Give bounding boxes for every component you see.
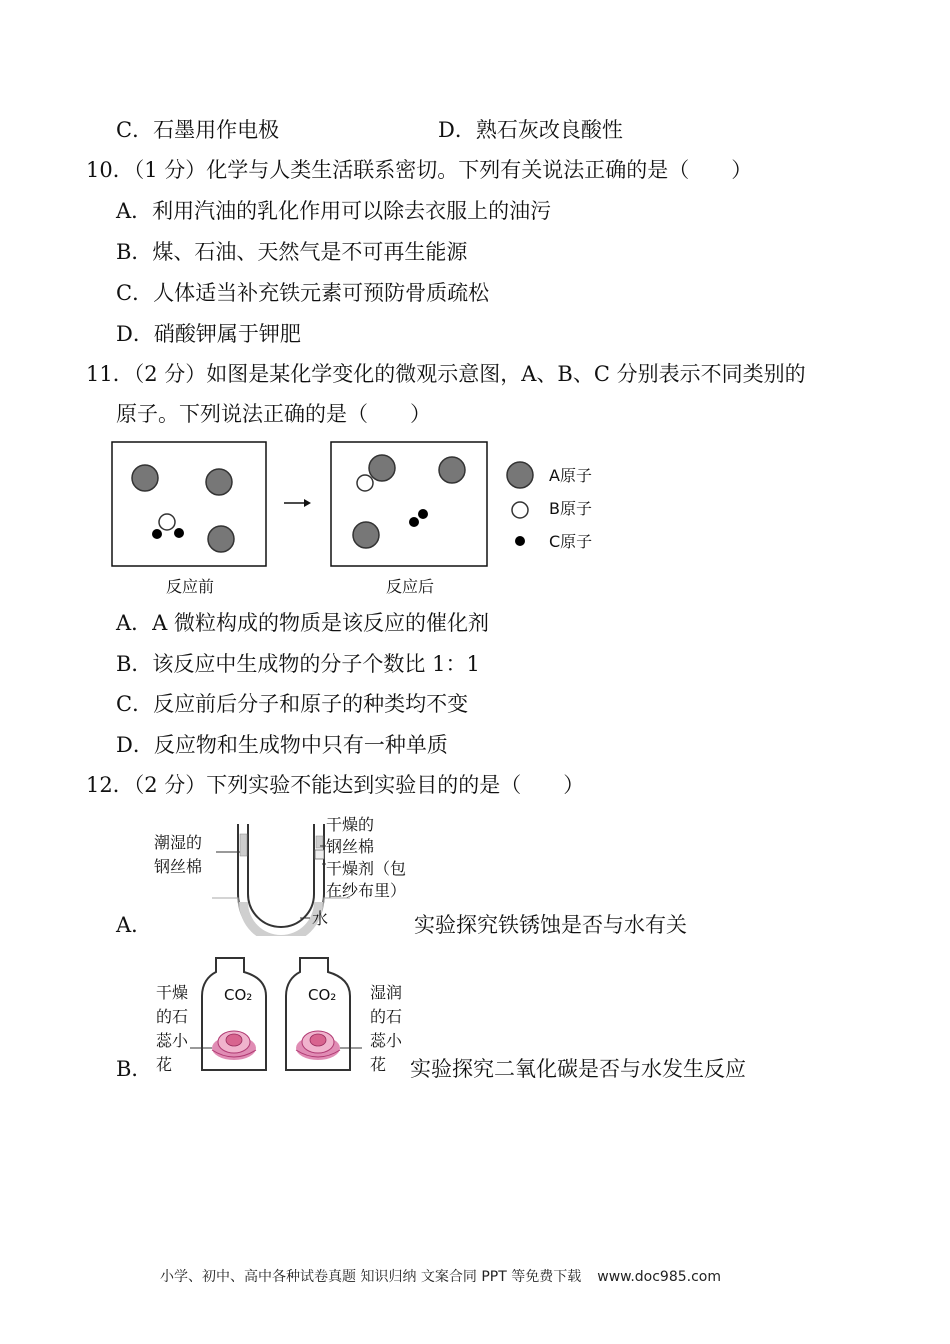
arrow-head-icon: [304, 499, 311, 507]
dry-flower-label-3: 蕊小: [156, 1031, 189, 1050]
wet-steel-wool-label-1: 潮湿的: [154, 833, 203, 852]
after-box: [331, 442, 487, 566]
wet-flower-label-3: 蕊小: [370, 1031, 403, 1050]
c-atom: [174, 528, 184, 538]
after-label: 反应后: [386, 577, 435, 596]
q12-option-b-letter: B．: [116, 1057, 153, 1081]
legend-c-icon: [515, 536, 525, 546]
dry-steel-wool-label-2: 钢丝棉: [326, 837, 375, 856]
q12-option-a-letter: A．: [116, 913, 153, 937]
wet-litmus-flower-icon: [296, 1031, 340, 1060]
q11-stem-line1: 11．（2 分）如图是某化学变化的微观示意图，A、B、C 分别表示不同类别的: [86, 362, 806, 386]
b-atom: [357, 475, 373, 491]
c-atom: [409, 517, 419, 527]
q11-option-c: C．反应前后分子和原子的种类均不变: [116, 692, 469, 716]
legend-b-icon: [512, 502, 528, 518]
q11-option-b: B．该反应中生成物的分子个数比 1：1: [116, 652, 480, 676]
b-atom: [159, 514, 175, 530]
q12-figure-b-jars: [150, 952, 420, 1082]
q12-option-b-text: 实验探究二氧化碳是否与水发生反应: [410, 1057, 746, 1081]
desiccant-label-2: 在纱布里）: [326, 881, 407, 900]
q9-option-c: C．石墨用作电极: [116, 118, 280, 142]
q11-stem-line2: 原子。下列说法正确的是（ ）: [116, 402, 431, 426]
before-label: 反应前: [166, 577, 215, 596]
desiccant-label-1: 干燥剂（包: [326, 859, 407, 878]
wet-steel-wool: [240, 834, 247, 856]
wet-flower-label-1: 湿润: [370, 983, 403, 1002]
q12-option-a-text: 实验探究铁锈蚀是否与水有关: [414, 913, 687, 937]
q12-stem: 12．（2 分）下列实验不能达到实验目的的是（ ）: [86, 773, 585, 797]
page-footer: [160, 1266, 800, 1286]
q10-option-b: B．煤、石油、天然气是不可再生能源: [116, 240, 468, 264]
legend-c-label: C原子: [549, 532, 593, 551]
dry-flower-label-4: 花: [156, 1055, 173, 1074]
a-atom: [208, 526, 234, 552]
jar-right-co2-label: CO₂: [308, 986, 337, 1004]
legend-b-label: B原子: [549, 499, 592, 518]
dry-litmus-flower-icon: [212, 1031, 256, 1060]
q12-figure-a-u-tube: [150, 812, 420, 936]
dry-flower-label-1: 干燥: [156, 983, 189, 1002]
jar-left-co2-label: CO₂: [224, 986, 253, 1004]
a-atom: [206, 469, 232, 495]
q11-option-a: A．A 微粒构成的物质是该反应的催化剂: [116, 611, 490, 635]
c-atom: [418, 509, 428, 519]
footer-url[interactable]: www.doc985.com: [597, 1269, 721, 1285]
a-atom: [439, 457, 465, 483]
wet-steel-wool-label-2: 钢丝棉: [154, 857, 203, 876]
q11-micro-diagram: [108, 436, 608, 602]
wet-flower-label-2: 的石: [370, 1007, 403, 1026]
before-box: [112, 442, 266, 566]
a-atom: [353, 522, 379, 548]
legend-a-label: A原子: [549, 466, 592, 485]
q11-option-d: D．反应物和生成物中只有一种单质: [116, 733, 448, 757]
a-atom: [132, 465, 158, 491]
q10-stem: 10．（1 分）化学与人类生活联系密切。下列有关说法正确的是（ ）: [86, 158, 753, 182]
dry-steel-wool-label-1: 干燥的: [326, 815, 375, 834]
legend-a-icon: [507, 462, 533, 488]
dry-flower-label-2: 的石: [156, 1007, 189, 1026]
footer-text: 小学、初中、高中各种试卷真题 知识归纳 文案合同 PPT 等免费下载: [160, 1269, 582, 1285]
c-atom: [152, 529, 162, 539]
a-atom: [369, 455, 395, 481]
wet-flower-label-4: 花: [370, 1055, 387, 1074]
q10-option-a: A．利用汽油的乳化作用可以除去衣服上的油污: [116, 199, 552, 223]
q9-option-d: D．熟石灰改良酸性: [438, 118, 623, 142]
water-label: 水: [312, 909, 329, 928]
q10-option-d: D．硝酸钾属于钾肥: [116, 322, 301, 346]
q10-option-c: C．人体适当补充铁元素可预防骨质疏松: [116, 281, 490, 305]
desiccant-pack: [315, 850, 324, 859]
